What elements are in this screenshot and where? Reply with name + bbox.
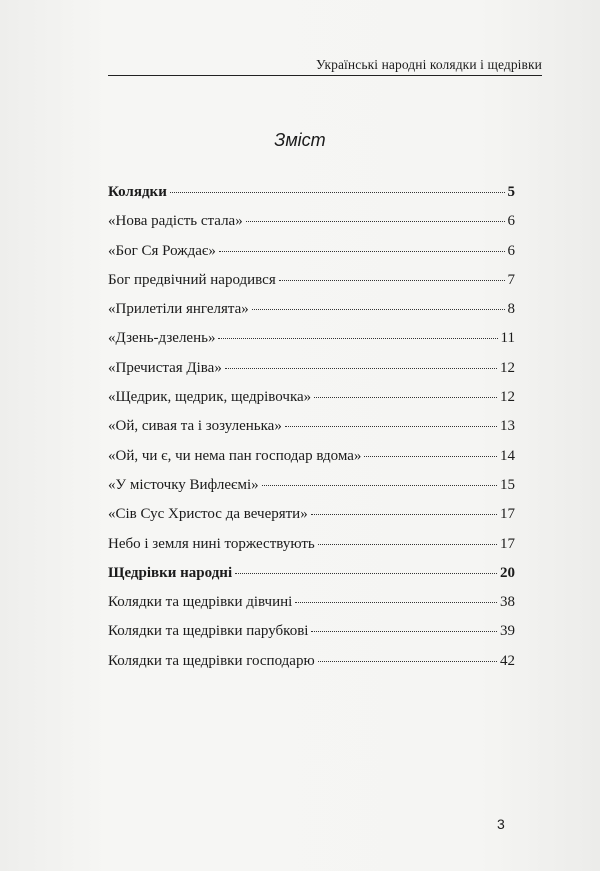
toc-entry[interactable] <box>108 448 515 477</box>
toc-entry[interactable] <box>108 184 515 213</box>
dot-leader <box>218 338 497 339</box>
toc-entry[interactable] <box>108 477 515 506</box>
toc-entry-label: Щедрівки народні <box>108 564 233 581</box>
toc-entry-label: «Дзень-дзелень» <box>108 330 216 347</box>
toc-title: Зміст <box>274 130 326 150</box>
toc-entry-page: 39 <box>500 623 515 640</box>
page-number: 3 <box>497 816 505 832</box>
toc-entry-label: Небо і земля нині торжествують <box>108 535 315 552</box>
toc-entry-label: Колядки та щедрівки парубкові <box>108 623 309 640</box>
toc-entry-label: «Бог Ся Рождає» <box>108 242 216 259</box>
dot-leader <box>252 309 505 310</box>
toc-entry-page: 14 <box>500 447 515 464</box>
toc-entry-page: 5 <box>507 184 515 200</box>
toc-entry[interactable] <box>108 301 515 330</box>
toc-entry-page: 38 <box>500 594 515 611</box>
toc-entry-page: 20 <box>500 564 515 581</box>
toc-entry[interactable] <box>108 389 515 418</box>
toc-entry-page: 17 <box>500 535 515 552</box>
toc-entry-page: 12 <box>500 389 515 406</box>
dot-leader <box>364 456 497 457</box>
toc-entry-label: «Прилетіли янгелята» <box>108 301 249 318</box>
dot-leader <box>318 544 497 545</box>
toc-entry-page: 13 <box>500 418 515 435</box>
dot-leader <box>318 661 497 662</box>
dot-leader <box>219 251 505 252</box>
dot-leader <box>285 426 497 427</box>
toc-entry-label: Бог предвічний народився <box>108 271 276 288</box>
dot-leader <box>225 368 497 369</box>
toc-entry-label: Колядки та щедрівки господарю <box>108 652 315 669</box>
toc-entry-label: «У місточку Вифлеємі» <box>108 476 259 493</box>
toc-entry[interactable] <box>108 565 515 594</box>
toc-entry[interactable] <box>108 213 515 242</box>
dot-leader <box>279 280 505 281</box>
toc-entry-page: 15 <box>500 476 515 493</box>
toc-entry[interactable] <box>108 536 515 565</box>
toc-entry-label: «Нова радість стала» <box>108 213 243 230</box>
toc-entry[interactable] <box>108 623 515 652</box>
toc-entry[interactable] <box>108 594 515 623</box>
table-of-contents <box>108 184 515 682</box>
toc-entry-label: «Щедрик, щедрик, щедрівочка» <box>108 389 312 406</box>
dot-leader <box>311 514 497 515</box>
dot-leader <box>311 631 497 632</box>
toc-entry-label: «Пречистая Діва» <box>108 359 222 376</box>
toc-entry-label: Колядки <box>108 184 167 200</box>
dot-leader <box>314 397 497 398</box>
running-header: Українські народні колядки і щедрівки <box>315 57 542 72</box>
toc-entry-label: «Ой, чи є, чи нема пан господар вдома» <box>108 447 362 464</box>
toc-entry-page: 42 <box>500 652 515 669</box>
toc-entry[interactable] <box>108 330 515 359</box>
toc-entry-page: 6 <box>507 213 515 230</box>
dot-leader <box>262 485 497 486</box>
toc-entry-label: «Ой, сивая та і зозуленька» <box>108 418 282 435</box>
dot-leader <box>235 573 497 574</box>
toc-entry-page: 12 <box>500 359 515 376</box>
dot-leader <box>295 602 497 603</box>
toc-entry[interactable] <box>108 360 515 389</box>
dot-leader <box>170 192 505 193</box>
toc-entry[interactable] <box>108 272 515 301</box>
toc-entry[interactable] <box>108 653 515 682</box>
toc-entry-page: 17 <box>500 506 515 523</box>
toc-entry[interactable] <box>108 243 515 272</box>
toc-entry[interactable] <box>108 506 515 535</box>
toc-entry-label: Колядки та щедрівки дівчині <box>108 594 293 611</box>
toc-entry[interactable] <box>108 418 515 447</box>
dot-leader <box>246 221 505 222</box>
toc-entry-label: «Сів Сус Христос да вечеряти» <box>108 506 308 523</box>
toc-entry-page: 8 <box>507 301 515 318</box>
toc-entry-page: 7 <box>507 271 515 288</box>
header-rule <box>108 75 542 76</box>
toc-entry-page: 11 <box>500 330 515 347</box>
toc-entry-page: 6 <box>507 242 515 259</box>
